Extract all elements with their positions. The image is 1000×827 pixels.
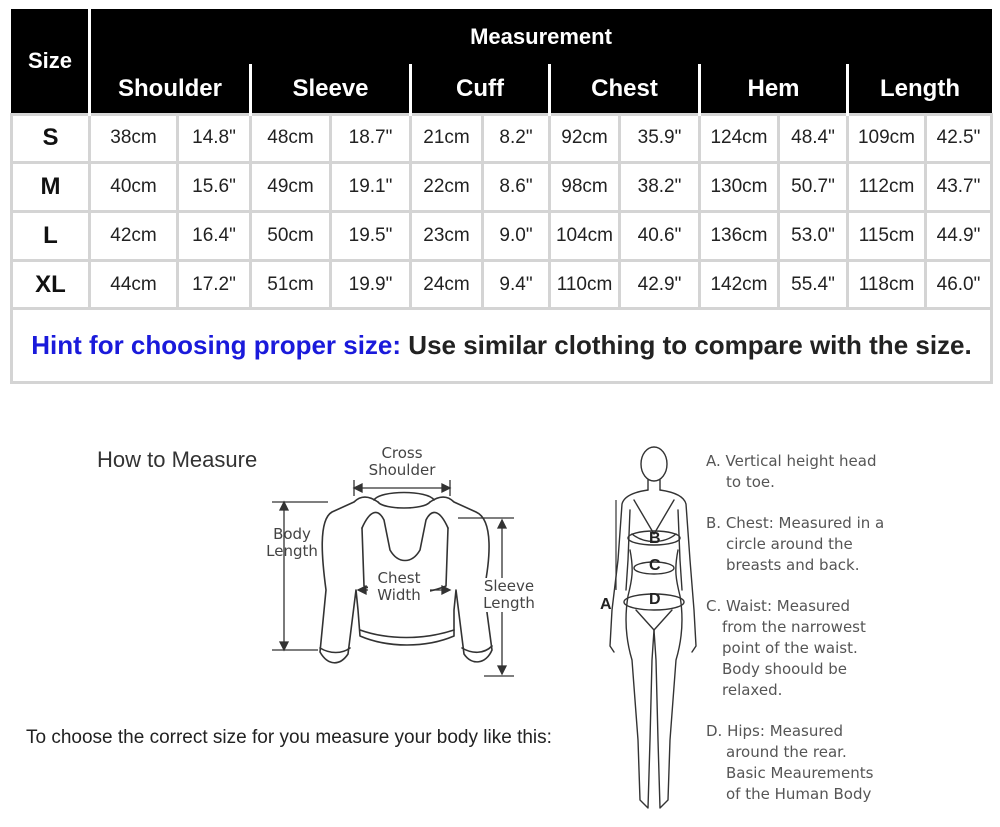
chest-width-label-line2: Width — [377, 586, 421, 604]
note-line: D. Hips: Measured — [706, 722, 843, 740]
table-cell: 48.4" — [779, 114, 848, 163]
table-cell: 110cm — [550, 260, 620, 309]
marker-b: B — [649, 530, 661, 547]
note-line: circle around the — [726, 535, 853, 553]
note-line: of the Human Body — [726, 785, 872, 803]
column-header-chest: Chest — [550, 64, 700, 114]
marker-d: D — [649, 591, 661, 608]
table-cell: 49cm — [251, 163, 331, 212]
note-line: to toe. — [726, 473, 775, 491]
cross-shoulder-label-line2: Shoulder — [368, 461, 436, 479]
size-chart-table — [10, 9, 993, 384]
note-line: relaxed. — [722, 681, 783, 699]
table-cell: 38.2" — [620, 163, 700, 212]
hint-label: Hint for choosing proper size: — [31, 330, 402, 361]
choose-size-instruction: To choose the correct size for you measure your body like this: — [26, 727, 552, 748]
table-cell: 9.4" — [483, 260, 550, 309]
table-cell: 112cm — [848, 163, 926, 212]
hint-row — [12, 309, 992, 383]
table-cell: 104cm — [550, 212, 620, 261]
size-header: Size — [12, 10, 90, 115]
column-header-row — [12, 64, 992, 114]
table-cell: 19.5" — [331, 212, 411, 261]
cross-shoulder-label — [362, 445, 442, 479]
table-cell: 142cm — [700, 260, 779, 309]
body-length-label-line1: Body — [273, 525, 311, 543]
column-header-length: Length — [848, 64, 992, 114]
table-cell: 42.9" — [620, 260, 700, 309]
table-cell: 115cm — [848, 212, 926, 261]
table-cell: 50cm — [251, 212, 331, 261]
note-c — [706, 596, 996, 701]
table-cell: 44.9" — [926, 212, 992, 261]
table-row — [12, 212, 992, 261]
note-line: point of the waist. — [722, 639, 858, 657]
table-cell: 42cm — [90, 212, 178, 261]
measurement-notes — [706, 451, 996, 825]
human-body-icon — [590, 440, 700, 820]
chest-width-label — [368, 570, 430, 604]
body-length-label — [262, 526, 322, 560]
note-line: Body shoould be — [722, 660, 848, 678]
note-line: breasts and back. — [726, 556, 860, 574]
how-to-measure-title: How to Measure — [97, 447, 258, 472]
table-cell: 50.7" — [779, 163, 848, 212]
note-d — [706, 721, 996, 805]
table-cell: 9.0" — [483, 212, 550, 261]
table-cell: 53.0" — [779, 212, 848, 261]
marker-a: A — [600, 596, 612, 613]
table-cell: 14.8" — [178, 114, 251, 163]
table-row — [12, 260, 992, 309]
size-label: L — [12, 212, 90, 261]
table-cell: 55.4" — [779, 260, 848, 309]
table-cell: 19.9" — [331, 260, 411, 309]
note-line: Basic Meaurements — [726, 764, 874, 782]
table-cell: 17.2" — [178, 260, 251, 309]
table-cell: 38cm — [90, 114, 178, 163]
column-header-cuff: Cuff — [411, 64, 550, 114]
note-line: around the rear. — [726, 743, 847, 761]
size-label: S — [12, 114, 90, 163]
table-cell: 24cm — [411, 260, 483, 309]
marker-c: C — [649, 557, 661, 574]
column-header-shoulder: Shoulder — [90, 64, 251, 114]
table-cell: 48cm — [251, 114, 331, 163]
sweater-diagram — [258, 440, 548, 690]
note-line: B. Chest: Measured in a — [706, 514, 885, 532]
table-cell: 136cm — [700, 212, 779, 261]
body-measurement-diagram — [590, 440, 700, 820]
body-length-label-line2: Length — [266, 542, 318, 560]
table-cell: 92cm — [550, 114, 620, 163]
size-label: XL — [12, 260, 90, 309]
table-cell: 18.7" — [331, 114, 411, 163]
note-line: A. Vertical height head — [706, 452, 877, 470]
table-cell: 23cm — [411, 212, 483, 261]
table-cell: 51cm — [251, 260, 331, 309]
note-b — [706, 513, 996, 576]
table-cell: 42.5" — [926, 114, 992, 163]
table-cell: 8.2" — [483, 114, 550, 163]
table-cell: 19.1" — [331, 163, 411, 212]
column-header-hem: Hem — [700, 64, 848, 114]
table-cell: 40.6" — [620, 212, 700, 261]
column-header-sleeve: Sleeve — [251, 64, 411, 114]
table-header-row — [12, 10, 992, 65]
table-cell: 16.4" — [178, 212, 251, 261]
sleeve-length-label — [478, 578, 540, 612]
note-line: from the narrowest — [722, 618, 866, 636]
table-cell: 118cm — [848, 260, 926, 309]
table-cell: 130cm — [700, 163, 779, 212]
cross-shoulder-label-line1: Cross — [381, 444, 423, 462]
table-cell: 35.9" — [620, 114, 700, 163]
table-cell: 124cm — [700, 114, 779, 163]
note-line: C. Waist: Measured — [706, 597, 851, 615]
table-cell: 43.7" — [926, 163, 992, 212]
sleeve-length-label-line2: Length — [483, 594, 535, 612]
table-row — [12, 114, 992, 163]
table-cell: 98cm — [550, 163, 620, 212]
table-cell: 40cm — [90, 163, 178, 212]
table-cell: 109cm — [848, 114, 926, 163]
hint-text — [12, 309, 992, 383]
table-cell: 22cm — [411, 163, 483, 212]
table-row — [12, 163, 992, 212]
table-cell: 44cm — [90, 260, 178, 309]
measurement-header: Measurement — [90, 10, 992, 65]
table-cell: 8.6" — [483, 163, 550, 212]
sleeve-length-label-line1: Sleeve — [483, 577, 535, 595]
table-cell: 46.0" — [926, 260, 992, 309]
note-a — [706, 451, 996, 493]
hint-body: Use similar clothing to compare with the size. — [401, 330, 972, 361]
chest-width-label-line1: Chest — [377, 569, 421, 587]
table-cell: 21cm — [411, 114, 483, 163]
table-cell: 15.6" — [178, 163, 251, 212]
size-label: M — [12, 163, 90, 212]
